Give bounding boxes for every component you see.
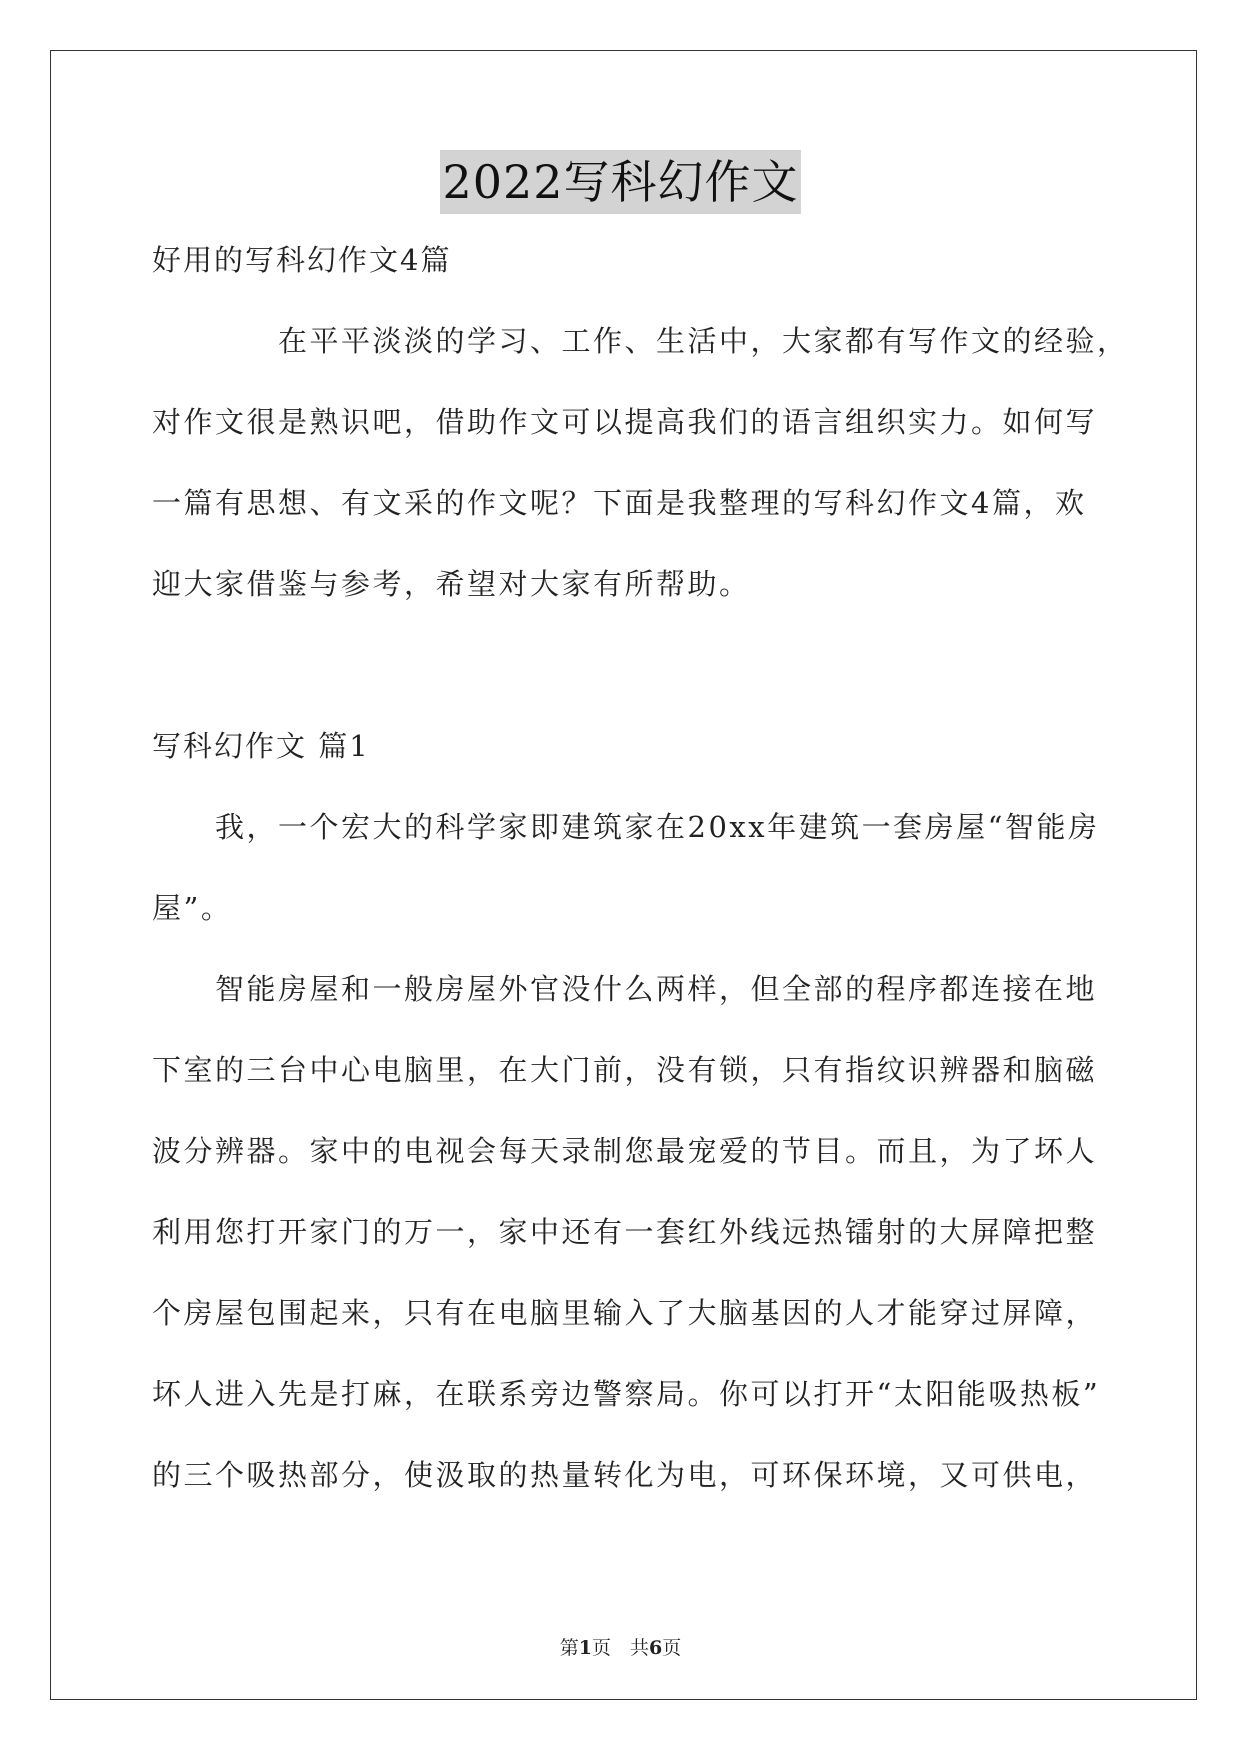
blank-line — [152, 637, 1094, 718]
paragraph-line: 坏人进入先是打麻，在联系旁边警察局。你可以打开“太阳能吸热板” — [152, 1377, 1101, 1411]
paragraph-line: 个房屋包围起来，只有在电脑里输入了大脑基因的人才能穿过屏障， — [152, 1296, 1098, 1330]
document-subtitle: 好用的写科幻作文4篇 — [152, 243, 452, 277]
paragraph-line: 波分辨器。家中的电视会每天录制您最宠爱的节目。而且，为了坏人 — [152, 1134, 1098, 1168]
paragraph-line: 下室的三台中心电脑里，在大门前，没有锁，只有指纹识辨器和脑磁 — [152, 1053, 1098, 1087]
document-title: 2022写科幻作文 — [440, 150, 800, 214]
footer-prefix: 第 — [559, 1637, 579, 1659]
section-heading: 写科幻作文 篇1 — [152, 729, 370, 763]
footer-mid: 页 共 — [591, 1637, 649, 1659]
paragraph-line: 屋”。 — [152, 891, 233, 925]
intro-line: 在平平淡淡的学习、工作、生活中，大家都有写作文的经验， — [278, 324, 1129, 358]
page-footer — [0, 1633, 1241, 1660]
intro-line: 一篇有思想、有文采的作文呢？下面是我整理的写科幻作文4篇，欢 — [152, 486, 1087, 520]
paragraph-line: 智能房屋和一般房屋外官没什么两样，但全部的程序都连接在地 — [215, 972, 1098, 1006]
paragraph-line: 的三个吸热部分，使汲取的热量转化为电，可环保环境，又可供电， — [152, 1458, 1098, 1492]
footer-suffix: 页 — [662, 1637, 682, 1659]
document-body — [152, 232, 1129, 1528]
paragraph-line: 利用您打开家门的万一，家中还有一套红外线远热镭射的大屏障把整 — [152, 1215, 1098, 1249]
intro-line: 迎大家借鉴与参考，希望对大家有所帮助。 — [152, 567, 751, 601]
title-area — [0, 150, 1241, 214]
intro-line: 对作文很是熟识吧，借助作文可以提高我们的语言组织实力。如何写 — [152, 405, 1098, 439]
current-page-number: 1 — [578, 1637, 592, 1659]
paragraph-line: 我，一个宏大的科学家即建筑家在20xx年建筑一套房屋“智能房 — [215, 810, 1100, 844]
total-pages-number: 6 — [649, 1637, 663, 1659]
